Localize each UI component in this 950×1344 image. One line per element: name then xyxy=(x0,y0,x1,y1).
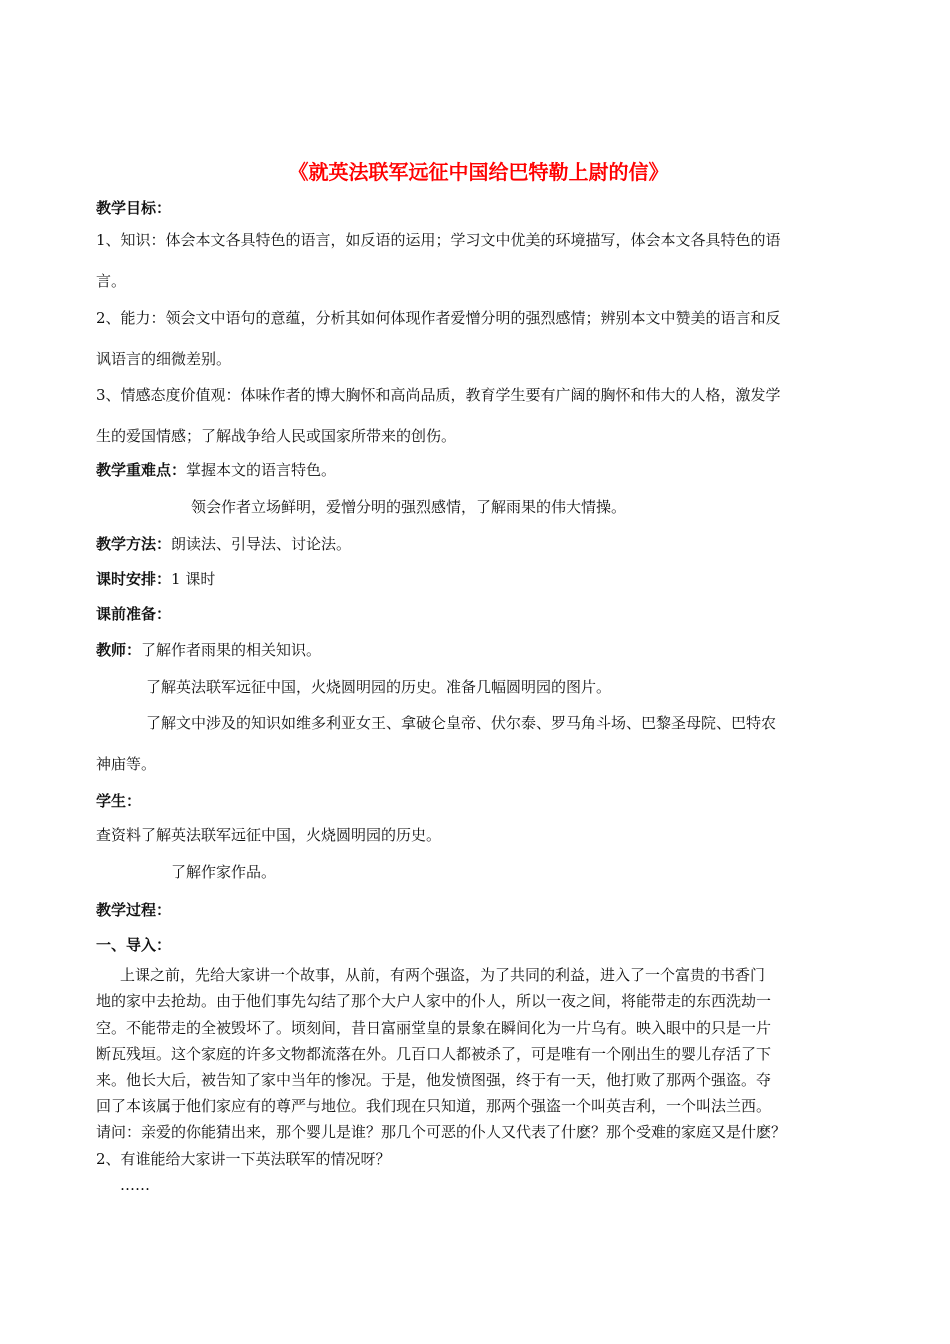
teacher-text: 了解作者雨果的相关知识。 xyxy=(141,641,322,659)
story-line-4: 断瓦残垣。这个家庭的许多文物都流落在外。几百口人都被杀了，可是唯有一个刚出生的婴儿存活了下 xyxy=(96,1045,772,1063)
story-line-1: 上课之前，先给大家讲一个故事，从前，有两个强盗，为了共同的利益，进入了一个富贵的书香门 xyxy=(120,966,766,984)
document-title: 《就英法联军远征中国给巴特勒上尉的信》 xyxy=(288,160,669,184)
schedule-text: 1 课时 xyxy=(171,570,216,588)
teacher-label: 教师： xyxy=(96,641,142,659)
goals-heading: 教学目标： xyxy=(96,199,172,217)
teacher-text-2: 了解英法联军远征中国，火烧圆明园的历史。准备几幅圆明园的图片。 xyxy=(146,678,612,696)
methods-text: 朗读法、引导法、讨论法。 xyxy=(171,535,352,553)
prep-heading: 课前准备： xyxy=(96,605,172,623)
story-line-2: 地的家中去抢劫。由于他们事先勾结了那个大户人家中的仆人，所以一夜之间，将能带走的东西洗劫一 xyxy=(96,992,772,1010)
student-text: 查资料了解英法联军远征中国，火烧圆明园的历史。 xyxy=(96,826,442,844)
story-line-5: 来。他长大后，被告知了家中当年的惨况。于是，他发愤图强，终于有一天，他打败了那两个强盗。夺 xyxy=(96,1071,772,1089)
goal-3-line-1: 3、情感态度价值观：体味作者的博大胸怀和高尚品质，教育学生要有广阔的胸怀和伟大的人格，激发学 xyxy=(96,386,781,404)
teacher-text-3-line-1: 了解文中涉及的知识如维多利亚女王、拿破仑皇帝、伏尔泰、罗马角斗场、巴黎圣母院、巴特农 xyxy=(146,714,777,732)
goal-2-line-2: 讽语言的细微差别。 xyxy=(96,350,232,368)
schedule-label: 课时安排： xyxy=(96,570,172,588)
schedule-row xyxy=(96,569,215,589)
student-text-2: 了解作家作品。 xyxy=(171,863,277,881)
teacher-text-3-line-2: 神庙等。 xyxy=(96,755,157,773)
keypoints-label: 教学重难点： xyxy=(96,461,187,479)
question-2: 2、有谁能给大家讲一下英法联军的情况呀？ xyxy=(96,1150,391,1168)
story-line-7: 请问：亲爱的你能猜出来，那个婴儿是谁？那几个可恶的仆人又代表了什麽？那个受难的家庭又是什麽？ xyxy=(96,1123,787,1141)
student-label: 学生： xyxy=(96,792,142,810)
intro-heading: 一、导入： xyxy=(96,936,172,954)
teacher-row xyxy=(96,640,321,660)
goal-1-line-1: 1、知识：体会本文各具特色的语言，如反语的运用；学习文中优美的环境描写，体会本文各具特色的语 xyxy=(96,231,781,249)
keypoints-row xyxy=(96,460,336,480)
methods-label: 教学方法： xyxy=(96,535,172,553)
keypoints-text: 掌握本文的语言特色。 xyxy=(186,461,337,479)
goal-2-line-1: 2、能力：领会文中语句的意蕴，分析其如何体现作者爱憎分明的强烈感情；辨别本文中赞美的语言和反 xyxy=(96,309,781,327)
keypoints-text-2: 领会作者立场鲜明，爱憎分明的强烈感情，了解雨果的伟大情操。 xyxy=(191,498,627,516)
goal-1-line-2: 言。 xyxy=(96,272,127,290)
process-heading: 教学过程： xyxy=(96,901,172,919)
goal-3-line-2: 生的爱国情感；了解战争给人民或国家所带来的创伤。 xyxy=(96,427,457,445)
methods-row xyxy=(96,534,351,554)
ellipsis: …… xyxy=(120,1176,150,1194)
story-line-3: 空。不能带走的全被毁坏了。顷刻间，昔日富丽堂皇的景象在瞬间化为一片乌有。映入眼中的只是一片 xyxy=(96,1019,772,1037)
story-line-6: 回了本该属于他们家应有的尊严与地位。我们现在只知道，那两个强盗一个叫英吉利，一个叫法兰西。 xyxy=(96,1097,772,1115)
